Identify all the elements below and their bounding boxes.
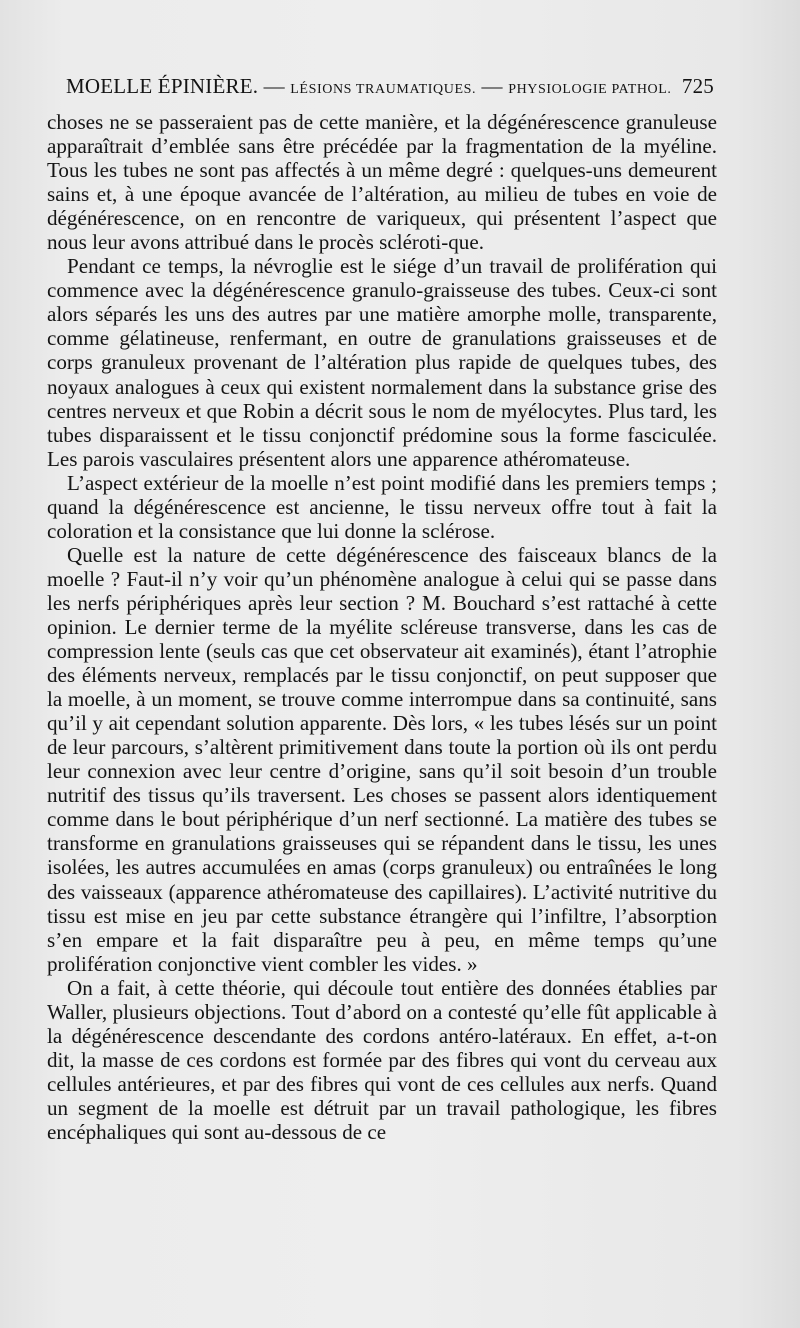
paragraph-waller: On a fait, à cette théorie, qui découle tout entière des données établies par Waller, plusieurs objections. Tout d’abord on a contesté qu’elle fût applicable à la dégénérescence descendante des cordons antéro-latéraux. En effet, a-t-on dit, la masse de ces cordons est formée par des fibres qui vont du cerveau aux cellules antérieures, et par des fibres qui vont de ces cellules aux nerfs. Quand un segment de la moelle est détruit par un travail pathologique, les fibres encéphaliques qui sont au-dessous de ce	[47, 975, 717, 1144]
running-head-title	[66, 74, 672, 99]
paragraph-continuation: choses ne se passeraient pas de cette manière, et la dégénérescence granuleuse apparaîtrait d’emblée sans être précédée par la fragmentation de la myéline. Tous les tubes ne sont pas affectés à un même degré : quelques-uns demeurent sains et, à une époque avancée de l’altération, au milieu de tubes en voie de dégénérescence, on en rencontre de variqueux, qui présentent l’aspect que nous leur avons attribué dans le procès scléroti-que.	[47, 110, 717, 255]
running-head-subject: LÉSIONS TRAUMATIQUES.	[290, 82, 477, 97]
page-number: 725	[681, 74, 714, 98]
paragraph-nature: Quelle est la nature de cette dégénérescence des faisceaux blancs de la moelle ? Faut-il n’y voir qu’un phénomène analogue à celui qui se passe dans les nerfs périphériques après leur section ? M. Bouchard s’est rattaché à cette opinion. Le dernier terme de la myélite scléreuse transverse, dans les cas de compression lente (seuls cas que cet observateur ait examinés), étant l’atrophie des éléments nerveux, remplacés par le tissu conjonctif, on peut supposer que la moelle, à un moment, se trouve comme interrompue dans sa continuité, sans qu’il y ait cependant solution apparente. Dès lors, « les tubes lésés sur un point de leur parcours, s’altèrent primitivement dans toute la portion où ils ont perdu leur connexion avec leur centre d’origine, sans qu’il soit besoin d’un trouble nutritif des tissus qu’ils traversent. Les choses se passent alors identiquement comme dans le bout périphérique d’un nerf sectionné. La matière des tubes se transforme en granulations graisseuses qui se répandent dans le tissu, les unes isolées, les autres accumulées en amas (corps granuleux) ou entraînées le long des vaisseaux (apparence athéromateuse des capillaires). L’activité nutritive du tissu est mise en jeu par cette substance étrangère qui l’infiltre, l’absorption s’en empare et la fait disparaître peu à peu, en même temps qu’une prolifération conjonctive vient combler les vides. »	[47, 542, 717, 976]
running-head-dash: —	[476, 74, 509, 98]
running-head-subsection: PHYSIOLOGIE PATHOL.	[508, 82, 672, 97]
running-head	[66, 70, 714, 104]
running-head-section: MOELLE ÉPINIÈRE.	[66, 74, 259, 98]
running-head-dash: —	[258, 74, 291, 98]
body-text	[47, 110, 717, 1144]
paragraph-aspect: L’aspect extérieur de la moelle n’est point modifié dans les premiers temps ; quand la dégénérescence est ancienne, le tissu nerveux offre tout à fait la coloration et la consistance que lui donne la sclérose.	[47, 470, 717, 543]
paragraph-nevroglie: Pendant ce temps, la névroglie est le siége d’un travail de prolifération qui commence avec la dégénérescence granulo-graisseuse des tubes. Ceux-ci sont alors séparés les uns des autres par une matière amorphe molle, transparente, comme gélatineuse, renfermant, en outre de granulations graisseuses et de corps granuleux provenant de l’altération plus rapide de quelques tubes, des noyaux analogues à ceux qui existent normalement dans la substance grise des centres nerveux et que Robin a décrit sous le nom de myélocytes. Plus tard, les tubes disparaissent et le tissu conjonctif prédomine sous la forme fasciculée. Les parois vasculaires présentent alors une apparence athéromateuse.	[47, 254, 717, 471]
